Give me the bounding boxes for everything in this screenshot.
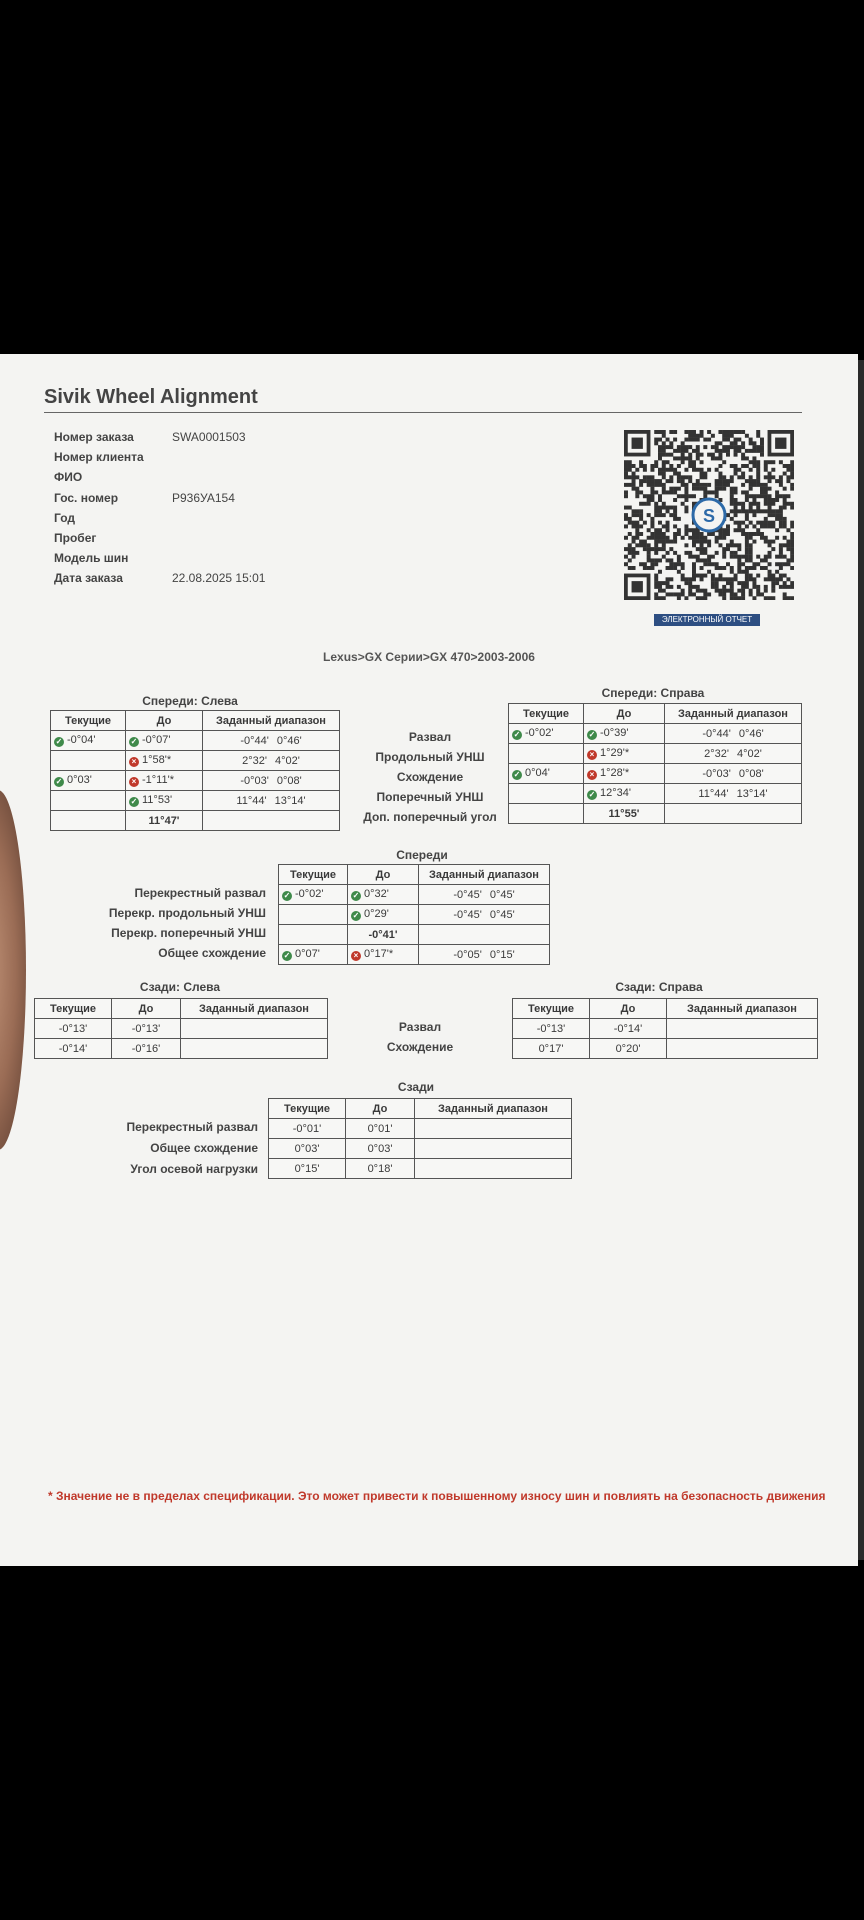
header-range: Заданный диапазон xyxy=(665,704,802,724)
check-icon: ✓ xyxy=(352,891,360,900)
range-cell xyxy=(665,764,802,784)
header-range: Заданный диапазон xyxy=(203,711,340,731)
range-cell xyxy=(181,1019,328,1039)
info-value: P936УА154 xyxy=(172,490,235,505)
range-max: 0°08' xyxy=(738,767,764,780)
electronic-report-badge: ЭЛЕКТРОННЫЙ ОТЧЕТ xyxy=(654,614,760,626)
range-cell xyxy=(203,811,340,831)
check-icon: ✓ xyxy=(283,891,291,900)
rear-title: Сзади xyxy=(397,1080,435,1094)
rear-right-table xyxy=(512,998,818,1059)
front-param-label: Развал xyxy=(408,730,452,744)
svg-text:S: S xyxy=(702,506,716,526)
rear-param-label: Схождение xyxy=(386,1040,454,1054)
header-current: Текущие xyxy=(35,999,112,1019)
before-cell xyxy=(126,731,203,751)
range-cell xyxy=(203,771,340,791)
range-min: 11°44' xyxy=(236,794,267,807)
current-cell: 0°17' xyxy=(513,1039,590,1059)
range-cell xyxy=(419,905,550,925)
range-cell xyxy=(665,804,802,824)
range-max: 4°02' xyxy=(275,754,300,767)
table-row xyxy=(509,764,802,784)
current-cell: -0°13' xyxy=(513,1019,590,1039)
header-before: До xyxy=(346,1099,415,1119)
check-icon: ✓ xyxy=(55,737,63,746)
before-cell: -0°16' xyxy=(112,1039,181,1059)
table-row xyxy=(269,1119,572,1139)
before-value: 12°34' xyxy=(600,787,631,799)
current-cell: -0°01' xyxy=(269,1119,346,1139)
title-divider xyxy=(44,412,802,413)
front-right-title: Спереди: Справа xyxy=(601,686,705,700)
report-title: Sivik Wheel Alignment xyxy=(44,386,258,408)
info-label: Модель шин xyxy=(54,551,129,566)
cross-icon: × xyxy=(351,951,361,961)
range-cell xyxy=(415,1139,572,1159)
paper-edge-shadow xyxy=(858,360,864,1560)
current-value: -0°02' xyxy=(525,727,554,739)
check-icon: ✓ xyxy=(283,951,291,960)
range-min: 11°44' xyxy=(698,787,729,800)
table-row xyxy=(279,925,550,945)
header-range: Заданный диапазон xyxy=(181,999,328,1019)
range-min: -0°05' xyxy=(453,948,482,961)
before-cell xyxy=(348,905,419,925)
current-value: 0°03' xyxy=(67,774,92,786)
table-row xyxy=(513,1019,818,1039)
range-cell xyxy=(415,1159,572,1179)
range-cell xyxy=(419,925,550,945)
before-value: 1°58'* xyxy=(142,754,172,766)
info-label: Пробег xyxy=(54,530,97,545)
current-cell xyxy=(279,945,348,965)
check-icon: ✓ xyxy=(513,770,521,779)
range-cell xyxy=(181,1039,328,1059)
header-current: Текущие xyxy=(513,999,590,1019)
before-cell xyxy=(584,804,665,824)
table-row xyxy=(509,804,802,824)
before-cell: -0°14' xyxy=(590,1019,667,1039)
table-row xyxy=(51,751,340,771)
range-min: 2°32' xyxy=(242,754,267,767)
front-cross-label: Перекр. продольный УНШ xyxy=(108,906,266,920)
table-row xyxy=(51,791,340,811)
range-max: 0°08' xyxy=(276,774,302,787)
check-icon: ✓ xyxy=(513,730,521,739)
check-icon: ✓ xyxy=(55,777,63,786)
before-cell: 0°03' xyxy=(346,1139,415,1159)
before-value: 11°53' xyxy=(142,794,173,806)
table-row xyxy=(35,1019,328,1039)
front-cross-label: Перекрестный развал xyxy=(134,886,266,900)
before-value: -0°39' xyxy=(600,727,629,739)
front-cross-label: Перекр. поперечный УНШ xyxy=(111,926,266,940)
current-value: 0°04' xyxy=(525,767,550,779)
header-range: Заданный диапазон xyxy=(419,865,550,885)
info-label: Год xyxy=(54,510,75,525)
info-label: Гос. номер xyxy=(54,490,119,505)
qr-code xyxy=(624,430,794,600)
vehicle-model: Lexus>GX Серии>GX 470>2003-2006 xyxy=(323,650,535,664)
range-cell xyxy=(665,744,802,764)
range-cell xyxy=(665,784,802,804)
range-min: -0°44' xyxy=(702,727,731,740)
current-value: -0°02' xyxy=(295,888,324,900)
before-value: 11°47' xyxy=(148,814,180,827)
check-icon: ✓ xyxy=(588,730,596,739)
table-row xyxy=(509,724,802,744)
range-max: 0°46' xyxy=(738,727,764,740)
range-max: 0°46' xyxy=(276,734,302,747)
current-cell xyxy=(51,751,126,771)
rear-cross-label: Перекрестный развал xyxy=(126,1120,258,1134)
before-cell xyxy=(348,945,419,965)
front-param-label: Продольный УНШ xyxy=(375,750,485,764)
info-value: SWA0001503 xyxy=(172,430,246,444)
range-cell xyxy=(419,945,550,965)
before-value: -0°07' xyxy=(142,734,171,746)
current-cell xyxy=(279,885,348,905)
range-min: -0°03' xyxy=(702,767,731,780)
cross-icon: × xyxy=(129,777,139,787)
header-before: До xyxy=(584,704,665,724)
before-cell xyxy=(584,744,665,764)
front-right-table xyxy=(508,703,802,824)
front-left-title: Спереди: Слева xyxy=(142,694,238,708)
before-cell xyxy=(126,751,203,771)
table-row xyxy=(269,1159,572,1179)
current-cell: -0°13' xyxy=(35,1019,112,1039)
before-cell: 0°18' xyxy=(346,1159,415,1179)
before-cell xyxy=(126,771,203,791)
header-before: До xyxy=(112,999,181,1019)
front-param-label: Поперечный УНШ xyxy=(376,790,484,804)
range-min: -0°45' xyxy=(453,908,482,921)
report-sheet xyxy=(0,354,858,1566)
front-table xyxy=(278,864,550,965)
table-row xyxy=(51,731,340,751)
footnote: * Значение не в пределах спецификации. Это может привести к повышенному износу шин и повлиять на безопасность движения xyxy=(48,1489,826,1503)
rear-cross-label: Общее схождение xyxy=(150,1141,258,1155)
before-cell xyxy=(584,764,665,784)
header-before: До xyxy=(348,865,419,885)
table-row xyxy=(279,945,550,965)
range-cell xyxy=(203,731,340,751)
current-cell: 0°15' xyxy=(269,1159,346,1179)
before-value: 0°32' xyxy=(364,888,389,900)
range-cell xyxy=(665,724,802,744)
current-value: -0°04' xyxy=(67,734,96,746)
check-icon: ✓ xyxy=(130,797,138,806)
table-row xyxy=(279,885,550,905)
before-value: 1°28'* xyxy=(600,767,630,779)
range-cell xyxy=(203,791,340,811)
front-title: Спереди xyxy=(396,848,448,862)
info-label: Номер заказа xyxy=(54,430,134,444)
range-max: 0°45' xyxy=(489,888,515,901)
range-min: -0°03' xyxy=(240,774,269,787)
table-row xyxy=(513,1039,818,1059)
cross-icon: × xyxy=(587,750,597,760)
before-value: -1°11'* xyxy=(142,774,174,786)
info-value: 22.08.2025 15:01 xyxy=(172,571,266,586)
before-value: 11°55' xyxy=(608,807,640,820)
rear-cross-label: Угол осевой нагрузки xyxy=(130,1162,258,1176)
info-label: Дата заказа xyxy=(54,571,123,586)
front-cross-label: Общее схождение xyxy=(158,946,266,960)
header-current: Текущие xyxy=(509,704,584,724)
header-before: До xyxy=(126,711,203,731)
table-row xyxy=(51,771,340,791)
before-cell xyxy=(348,885,419,905)
rear-left-table xyxy=(34,998,328,1059)
before-cell: -0°13' xyxy=(112,1019,181,1039)
range-min: 2°32' xyxy=(704,747,729,760)
range-cell xyxy=(419,885,550,905)
current-cell: -0°14' xyxy=(35,1039,112,1059)
table-row xyxy=(35,1039,328,1059)
current-cell xyxy=(51,731,126,751)
table-row xyxy=(51,811,340,831)
check-icon: ✓ xyxy=(130,737,138,746)
before-value: 0°17'* xyxy=(364,948,394,960)
before-cell xyxy=(126,811,203,831)
cross-icon: × xyxy=(587,770,597,780)
range-max: 13°14' xyxy=(736,787,768,800)
current-cell: 0°03' xyxy=(269,1139,346,1159)
rear-param-label: Развал xyxy=(398,1020,442,1034)
before-value: 1°29'* xyxy=(600,747,630,759)
header-range: Заданный диапазон xyxy=(415,1099,572,1119)
header-current: Текущие xyxy=(51,711,126,731)
rear-table xyxy=(268,1098,572,1179)
before-cell: 0°01' xyxy=(346,1119,415,1139)
current-value: 0°07' xyxy=(295,948,320,960)
check-icon: ✓ xyxy=(588,790,596,799)
range-cell xyxy=(415,1119,572,1139)
current-cell xyxy=(279,925,348,945)
range-min: -0°45' xyxy=(453,888,482,901)
front-param-label: Доп. поперечный угол xyxy=(363,810,497,824)
range-min: -0°44' xyxy=(240,734,269,747)
range-cell xyxy=(667,1039,818,1059)
before-value: -0°41' xyxy=(368,928,398,941)
front-param-label: Схождение xyxy=(396,770,464,784)
current-cell xyxy=(51,811,126,831)
table-row xyxy=(509,784,802,804)
info-label: ФИО xyxy=(54,470,83,485)
cross-icon: × xyxy=(129,757,139,767)
before-value: 0°29' xyxy=(364,908,389,920)
rear-left-title: Сзади: Слева xyxy=(139,980,221,994)
range-cell xyxy=(667,1019,818,1039)
rear-right-title: Сзади: Справа xyxy=(615,980,703,994)
before-cell: 0°20' xyxy=(590,1039,667,1059)
header-before: До xyxy=(590,999,667,1019)
info-label: Номер клиента xyxy=(54,450,144,465)
front-left-table xyxy=(50,710,340,831)
table-row xyxy=(509,744,802,764)
range-cell xyxy=(203,751,340,771)
before-cell xyxy=(126,791,203,811)
check-icon: ✓ xyxy=(352,911,360,920)
current-cell xyxy=(51,771,126,791)
table-row xyxy=(269,1139,572,1159)
header-current: Текущие xyxy=(269,1099,346,1119)
range-max: 4°02' xyxy=(737,747,762,760)
current-cell xyxy=(279,905,348,925)
current-cell xyxy=(51,791,126,811)
header-range: Заданный диапазон xyxy=(667,999,818,1019)
range-max: 0°45' xyxy=(489,908,515,921)
range-max: 0°15' xyxy=(489,948,515,961)
before-cell xyxy=(584,724,665,744)
table-row xyxy=(279,905,550,925)
range-max: 13°14' xyxy=(274,794,306,807)
before-cell xyxy=(348,925,419,945)
before-cell xyxy=(584,784,665,804)
header-current: Текущие xyxy=(279,865,348,885)
